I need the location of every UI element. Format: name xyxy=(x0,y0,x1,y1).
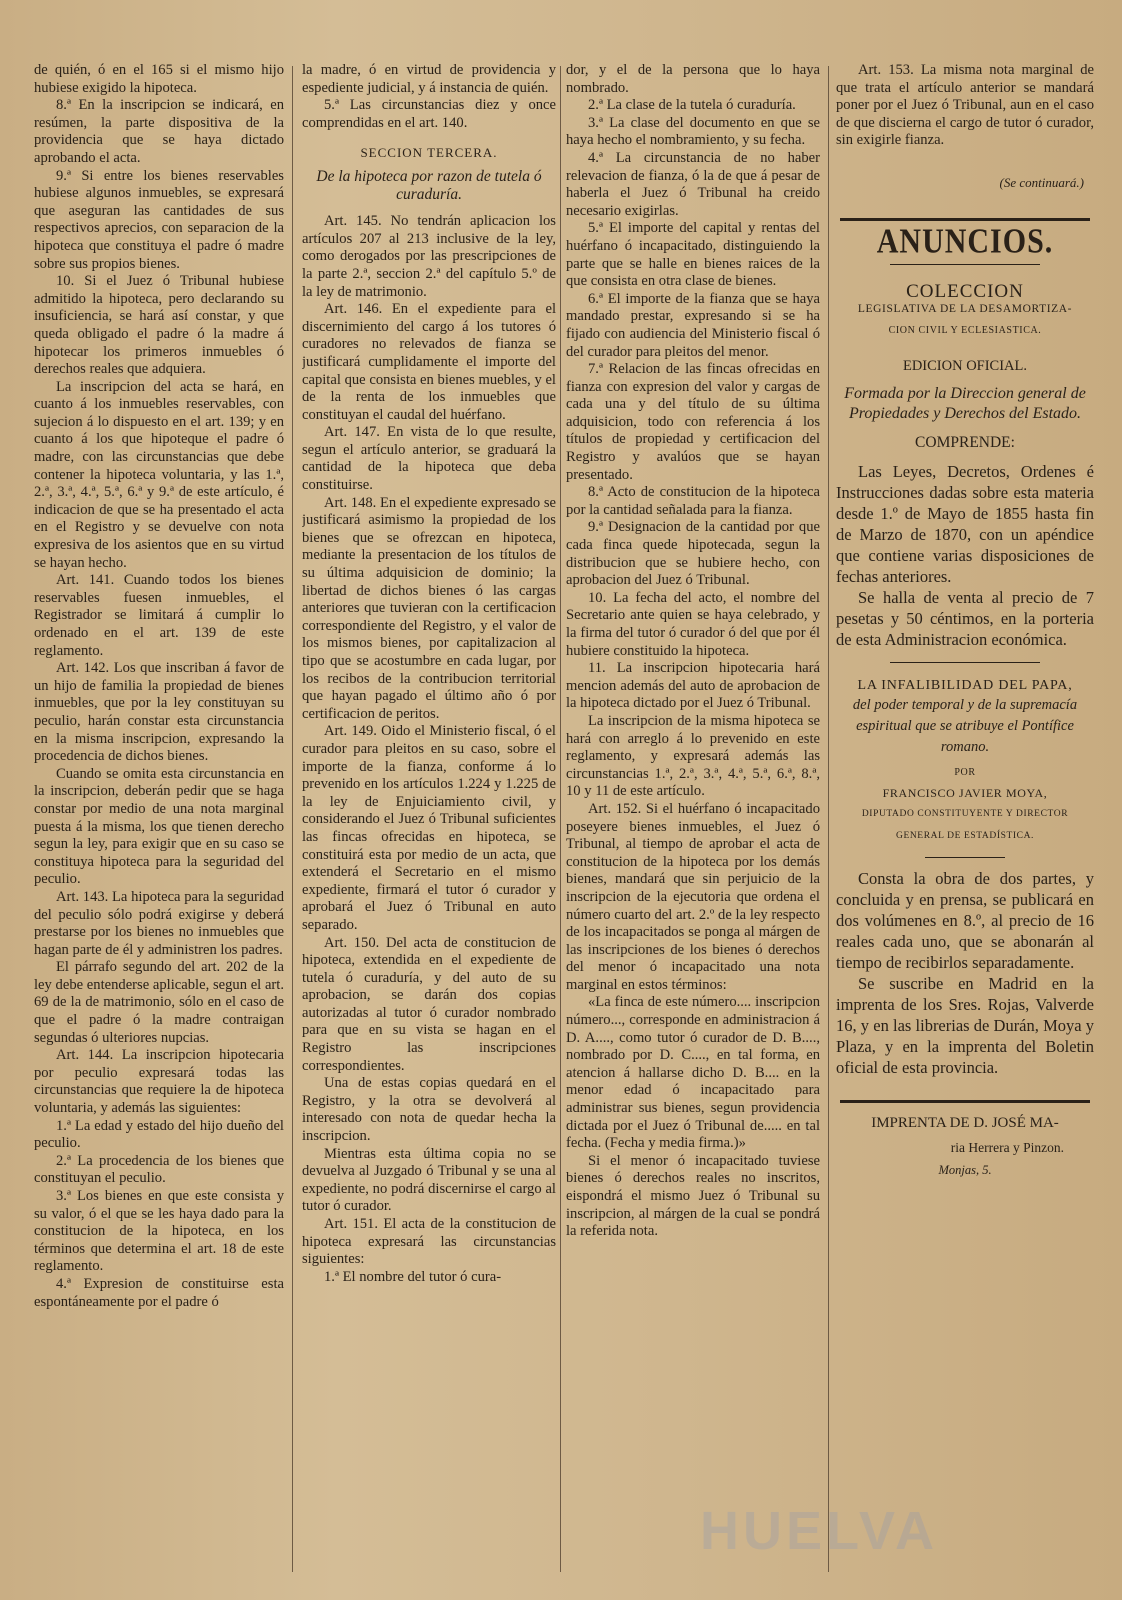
text-column-1 xyxy=(34,62,284,1580)
paragraph: Art. 153. La misma nota marginal de que trata el artículo anterior se mandará poner por el Juez ó Tribunal, aun en el caso de que discierna el cargo de tutor ó curador, sin exigirle fianza. xyxy=(836,62,1094,149)
paragraph: Art. 143. La hipoteca para la seguridad del peculio sólo podrá exigirse y deberá prestarse por los bienes no inmuebles que hagan parte de él y administren los padres. xyxy=(34,888,284,958)
ad-line: CION CIVIL Y ECLESIASTICA. xyxy=(888,325,1042,337)
paragraph: 3.ª Los bienes en que este consista y su valor, ó el que se les haya dado para la constitucion de la hipoteca, en los términos que determina el art. 18 de este reglamento. xyxy=(34,1188,284,1275)
divider xyxy=(890,662,1040,663)
imprint xyxy=(836,1115,1094,1180)
section-subtitle: De la hipoteca por razon de tutela ó curaduría. xyxy=(316,167,542,203)
imprint-line: ria Herrera y Pinzon. xyxy=(950,1139,1064,1155)
paragraph: 2.ª La procedencia de los bienes que constituyan el peculio. xyxy=(34,1152,284,1187)
paragraph: La inscripcion del acta se hará, en cuanto á los inmuebles reservables, con sujecion á lo dispuesto en el art. 139; y en cuanto á los que hipoteque el padre ó madre, con las circunstancias que debe contener la hipoteca voluntaria, y las 1.ª, 2.ª, 3.ª, 4.ª, 5.ª, 6.ª y 9.ª de este artículo, é indicacion de que se ha presentado el acta en el Registro y se devuelve con nota expresiva de los asientos que en su virtud se hayan hecho. xyxy=(34,378,284,571)
paragraph: 9.ª Designacion de la cantidad por que cada finca quede hipotecada, segun la distribucion que se hubiere hecho, con aprobacion del Juez ó Tribunal. xyxy=(566,519,820,589)
ad-por: POR xyxy=(954,766,976,778)
paragraph: Si el menor ó incapacitado tuviese bienes ó derechos reales no inscritos, eispondrá el mismo Juez ó Tribunal su inscripcion, al márgen de la cual se pondrá la referida nota. xyxy=(566,1152,820,1240)
paragraph: 10. La fecha del acto, el nombre del Secretario ante quien se haya celebrado, y la firma del tutor ó curador ó del que por él hubiere constituido la hipoteca. xyxy=(566,589,820,659)
imprint-address: Monjas, 5. xyxy=(938,1163,992,1178)
ad-sale: Se halla de venta al precio de 7 pesetas y 50 céntimos, en la porteria de esta Administracion económica. xyxy=(836,588,1094,650)
divider xyxy=(925,857,1005,858)
ad-edition: EDICION OFICIAL. xyxy=(902,357,1028,374)
ads-heading: ANUNCIOS. xyxy=(876,222,1054,260)
ad-body: Las Leyes, Decretos, Ordenes é Instrucciones dadas sobre esta materia desde 1.º de Mayo de 1855 hasta fin de Marzo de 1870, con un apéndice que contiene varias disposiciones de fechas anteriores. xyxy=(836,462,1094,587)
paragraph: Art. 148. En el expediente expresado se justificará asimismo la propiedad de los bienes que se ofrezcan en hipoteca, mediante la presentacion de los títulos de su última adquisicion de dominio; la libertad de dichos bienes ó las cargas anteriores que tuvieran con la certificacion correspondiente del Registro, y el valor de los mismos bienes, por capitalizacion al tipo que se acostumbre en cada lugar, por los recibos de la contribucion territorial que hayan pagado el último año ó por certificacion de peritos. xyxy=(302,494,556,722)
paragraph: «La finca de este número.... inscripcion número..., corresponde en administracion á D. A...., como tutor ó curador de D. B...., nombrado por D. C...., en tal forma, en atencion á hallarse dicho D. B.... en la menor edad ó incapacitado para administrar sus bienes, segun providencia dictada por el Juez ó Tribunal de..... en tal fecha. (Fecha y media firma.)» xyxy=(566,994,820,1152)
paragraph: 11. La inscripcion hipotecaria hará mencion además del auto de aprobacion de la hipoteca dictado por el Juez ó Tribunal. xyxy=(566,660,820,712)
paragraph: La inscripcion de la misma hipoteca se hará con arreglo á lo prevenido en este reglamento, y expresará además las circunstancias 1.ª, 2.ª, 3.ª, 4.ª, 5.ª, 6.ª, 8.ª, 10 y 11 de este artículo. xyxy=(566,712,820,800)
paragraph: Mientras esta última copia no se devuelva al Juzgado ó Tribunal y se una al expediente, no podrá discernirse el cargo al tutor ó curador. xyxy=(302,1145,556,1215)
ad-formed-by: Formada por la Direccion general de Propiedades y Derechos del Estado. xyxy=(844,384,1086,422)
ad-comprende: COMPRENDE: xyxy=(915,433,1015,451)
paragraph: 1.ª El nombre del tutor ó cura- xyxy=(324,1268,502,1285)
paragraph: 1.ª La edad y estado del hijo dueño del peculio. xyxy=(34,1117,284,1152)
paragraph: Art. 144. La inscripcion hipotecaria por peculio expresará todas las circunstancias que requiere la de hipoteca voluntaria, y además las siguientes: xyxy=(34,1047,284,1117)
paragraph: Art. 142. Los que inscriban á favor de un hijo de familia la propiedad de bienes inmuebles, que por la ley constituyan su peculio, harán constar esta circunstancia en la misma inscripcion, expresando la procedencia de dichos bienes. xyxy=(34,660,284,765)
paragraph: 4.ª Expresion de constituirse esta espontáneamente por el padre ó xyxy=(34,1275,284,1310)
paragraph: 8.ª Acto de constitucion de la hipoteca por la cantidad señalada para la fianza. xyxy=(566,484,820,518)
column-divider xyxy=(292,66,293,1572)
paragraph: Art. 149. Oido el Ministerio fiscal, ó el curador para pleitos en su caso, sobre el importe de la fianza, conforme á lo prevenido en los artículos 1.224 y 1.225 de la ley de Enjuiciamiento civil, y considerando el Juez ó Tribunal suficientes las fincas ofrecidas en hipoteca, se constituirá esta por medio de un acta, que extenderá el Secretario en el mismo expediente, firmará el tutor ó curador y aprobará el Juez ó Tribunal en auto separado. xyxy=(302,723,556,933)
paragraph: Art. 145. No tendrán aplicacion los artículos 207 al 213 inclusive de la ley, como derogados por las prescripciones de la parte 2.ª, seccion 2.ª del capítulo 5.º de la ley de matrimonio. xyxy=(302,213,556,300)
paragraph: El párrafo segundo del art. 202 de la ley debe entenderse aplicable, segun el art. 69 de la de matrimonio, sólo en el caso de que el padre ó la madre contraigan segundas ó ulteriores nupcias. xyxy=(34,959,284,1046)
paragraph: 4.ª La circunstancia de no haber relevacion de fianza, ó la de que á pesar de haberla el Juez ó Tribunal ha creido necesario exigirlas. xyxy=(566,149,820,219)
ad-line: LEGISLATIVA DE LA DESAMORTIZA- xyxy=(857,302,1073,315)
ad-coleccion xyxy=(836,283,1094,650)
continued-note: (Se continuará.) xyxy=(999,174,1084,190)
divider xyxy=(890,264,1040,265)
paragraph: Art. 150. Del acta de constitucion de hipoteca, extendida en el expediente de tutela ó curaduría, y del auto de su aprobacion, se darán dos copias autorizadas al tutor ó curador nombrado para que en su vista se hagan en el Registro las inscripciones correspondientes. xyxy=(302,934,556,1074)
paragraph: 7.ª Relacion de las fincas ofrecidas en fianza con expresion del valor y cargas de cada una y del título de su última adquisicion, todo con referencia á los títulos de propiedad y certificacion del Registro y avalúos que se hayan presentado. xyxy=(566,361,820,483)
paragraph: dor, y el de la persona que lo haya nombrado. xyxy=(566,62,820,96)
paragraph: Art. 151. El acta de la constitucion de hipoteca expresará las circunstancias siguientes: xyxy=(302,1216,556,1268)
paragraph: Cuando se omita esta circunstancia en la inscripcion, deberán pedir que se haga constar por medio de una nota marginal puesta á la misma, los que tienen derecho segun la ley, para exigir que en su caso se constituya hipoteca para la seguridad del peculio. xyxy=(34,765,284,888)
ad-subscribe: Se suscribe en Madrid en la imprenta de los Sres. Rojas, Valverde 16, y en las librerias de Durán, Moya y Plaza, y en la imprenta del Boletin oficial de esta provincia. xyxy=(836,973,1094,1077)
section-title: SECCION TERCERA. xyxy=(360,145,498,161)
imprint-line: IMPRENTA DE D. JOSÉ MA- xyxy=(871,1114,1059,1131)
paragraph: Art. 141. Cuando todos los bienes reservables fuesen inmuebles, el Registrador se limitará á cumplir lo ordenado en el art. 139 de este reglamento. xyxy=(34,572,284,659)
paragraph: Art. 152. Si el huérfano ó incapacitado poseyere bienes inmuebles, el Juez ó Tribunal, al tiempo de aprobar el acta de constitucion de la hipoteca por los demás bienes, mandará que sin perjuicio de la inscripcion de la ejecutoria que ordena el número cuarto del art. 2.º de la ley respecto de los incapacitados se ponga al márgen de las inscripciones de los bienes ó derechos del menor ó incapacitado una nota marginal en estos términos: xyxy=(566,800,820,993)
paragraph: 5.ª El importe del capital y rentas del huérfano ó incapacitado, distinguiendo la parte que se halle en bienes raices de la que consista en otra clase de bienes. xyxy=(566,220,820,290)
ad-infalibilidad xyxy=(836,677,1094,1078)
watermark-stamp: HUELVA xyxy=(700,1501,938,1561)
ad-author: FRANCISCO JAVIER MOYA, xyxy=(882,786,1048,801)
ad-subtitle: del poder temporal y de la supremacía espiritual que se atribuye el Pontífice romano. xyxy=(852,696,1078,755)
ad-title: COLECCION xyxy=(906,281,1024,303)
paragraph: 5.ª Las circunstancias diez y once comprendidas en el art. 140. xyxy=(302,97,556,131)
ad-body: Consta la obra de dos partes, y concluida y en prensa, se publicará en dos volúmenes en 8.º, al precio de 16 reales cada uno, que se abonarán al tiempo de recibirlos separadamente. xyxy=(836,868,1094,972)
paragraph: 6.ª El importe de la fianza que se haya mandado prestar, expresando si se ha fijado con audiencia del Ministerio fiscal ó del curador para pleitos del menor. xyxy=(566,290,820,360)
paragraph: 10. Si el Juez ó Tribunal hubiese admitido la hipoteca, pero declarando su insuficiencia, se hará así constar, y que queda obligado el padre ó la madre á hipotecar los primeros inmuebles ó derechos reales que adquiera. xyxy=(34,273,284,378)
paragraph: Art. 147. En vista de lo que resulte, segun el artículo anterior, se graduará la cantidad de la hipoteca que deba constituirse. xyxy=(302,424,556,494)
heavy-rule xyxy=(840,218,1090,221)
heavy-rule xyxy=(840,1100,1090,1103)
paragraph: Art. 146. En el expediente para el discernimiento del cargo á los tutores ó curadores no relevados de fianza se justificará cumplidamente el importe del capital que consista en bienes muebles, y el de la renta de los inmuebles que constituyan el caudal del huérfano. xyxy=(302,301,556,423)
paragraph: 9.ª Si entre los bienes reservables hubiese algunos inmuebles, se expresará que aseguran las cantidades de sus respectivos aprecios, con separacion de la hipoteca que constituya el padre ó madre sobre sus propios bienes. xyxy=(34,167,284,272)
ad-author-role: DIPUTADO CONSTITUYENTE Y DIRECTOR GENERAL DE ESTADÍSTICA. xyxy=(861,808,1069,841)
text-column-2 xyxy=(302,62,556,1580)
ad-title: LA INFALIBILIDAD DEL PAPA, xyxy=(857,678,1073,694)
column-divider xyxy=(828,66,829,1572)
text-column-3 xyxy=(566,62,820,1580)
paragraph: 8.ª En la inscripcion se indicará, en resúmen, la parte dispositiva de la providencia que se haya dictado aprobando el acta. xyxy=(34,97,284,166)
ads-column xyxy=(836,62,1094,1580)
paragraph: 2.ª La clase de la tutela ó curaduría. xyxy=(588,97,796,114)
paragraph: la madre, ó en virtud de providencia y espediente judicial, y á instancia de quién. xyxy=(302,62,556,96)
paragraph: Una de estas copias quedará en el Registro, y la otra se devolverá al interesado con nota de quedar hecha la inscripcion. xyxy=(302,1075,556,1145)
paragraph: de quién, ó en el 165 si el mismo hijo hubiese exigido la hipoteca. xyxy=(34,62,284,96)
paragraph: 3.ª La clase del documento en que se haya hecho el nombramiento, y su fecha. xyxy=(566,114,820,149)
column-divider xyxy=(560,66,561,1572)
